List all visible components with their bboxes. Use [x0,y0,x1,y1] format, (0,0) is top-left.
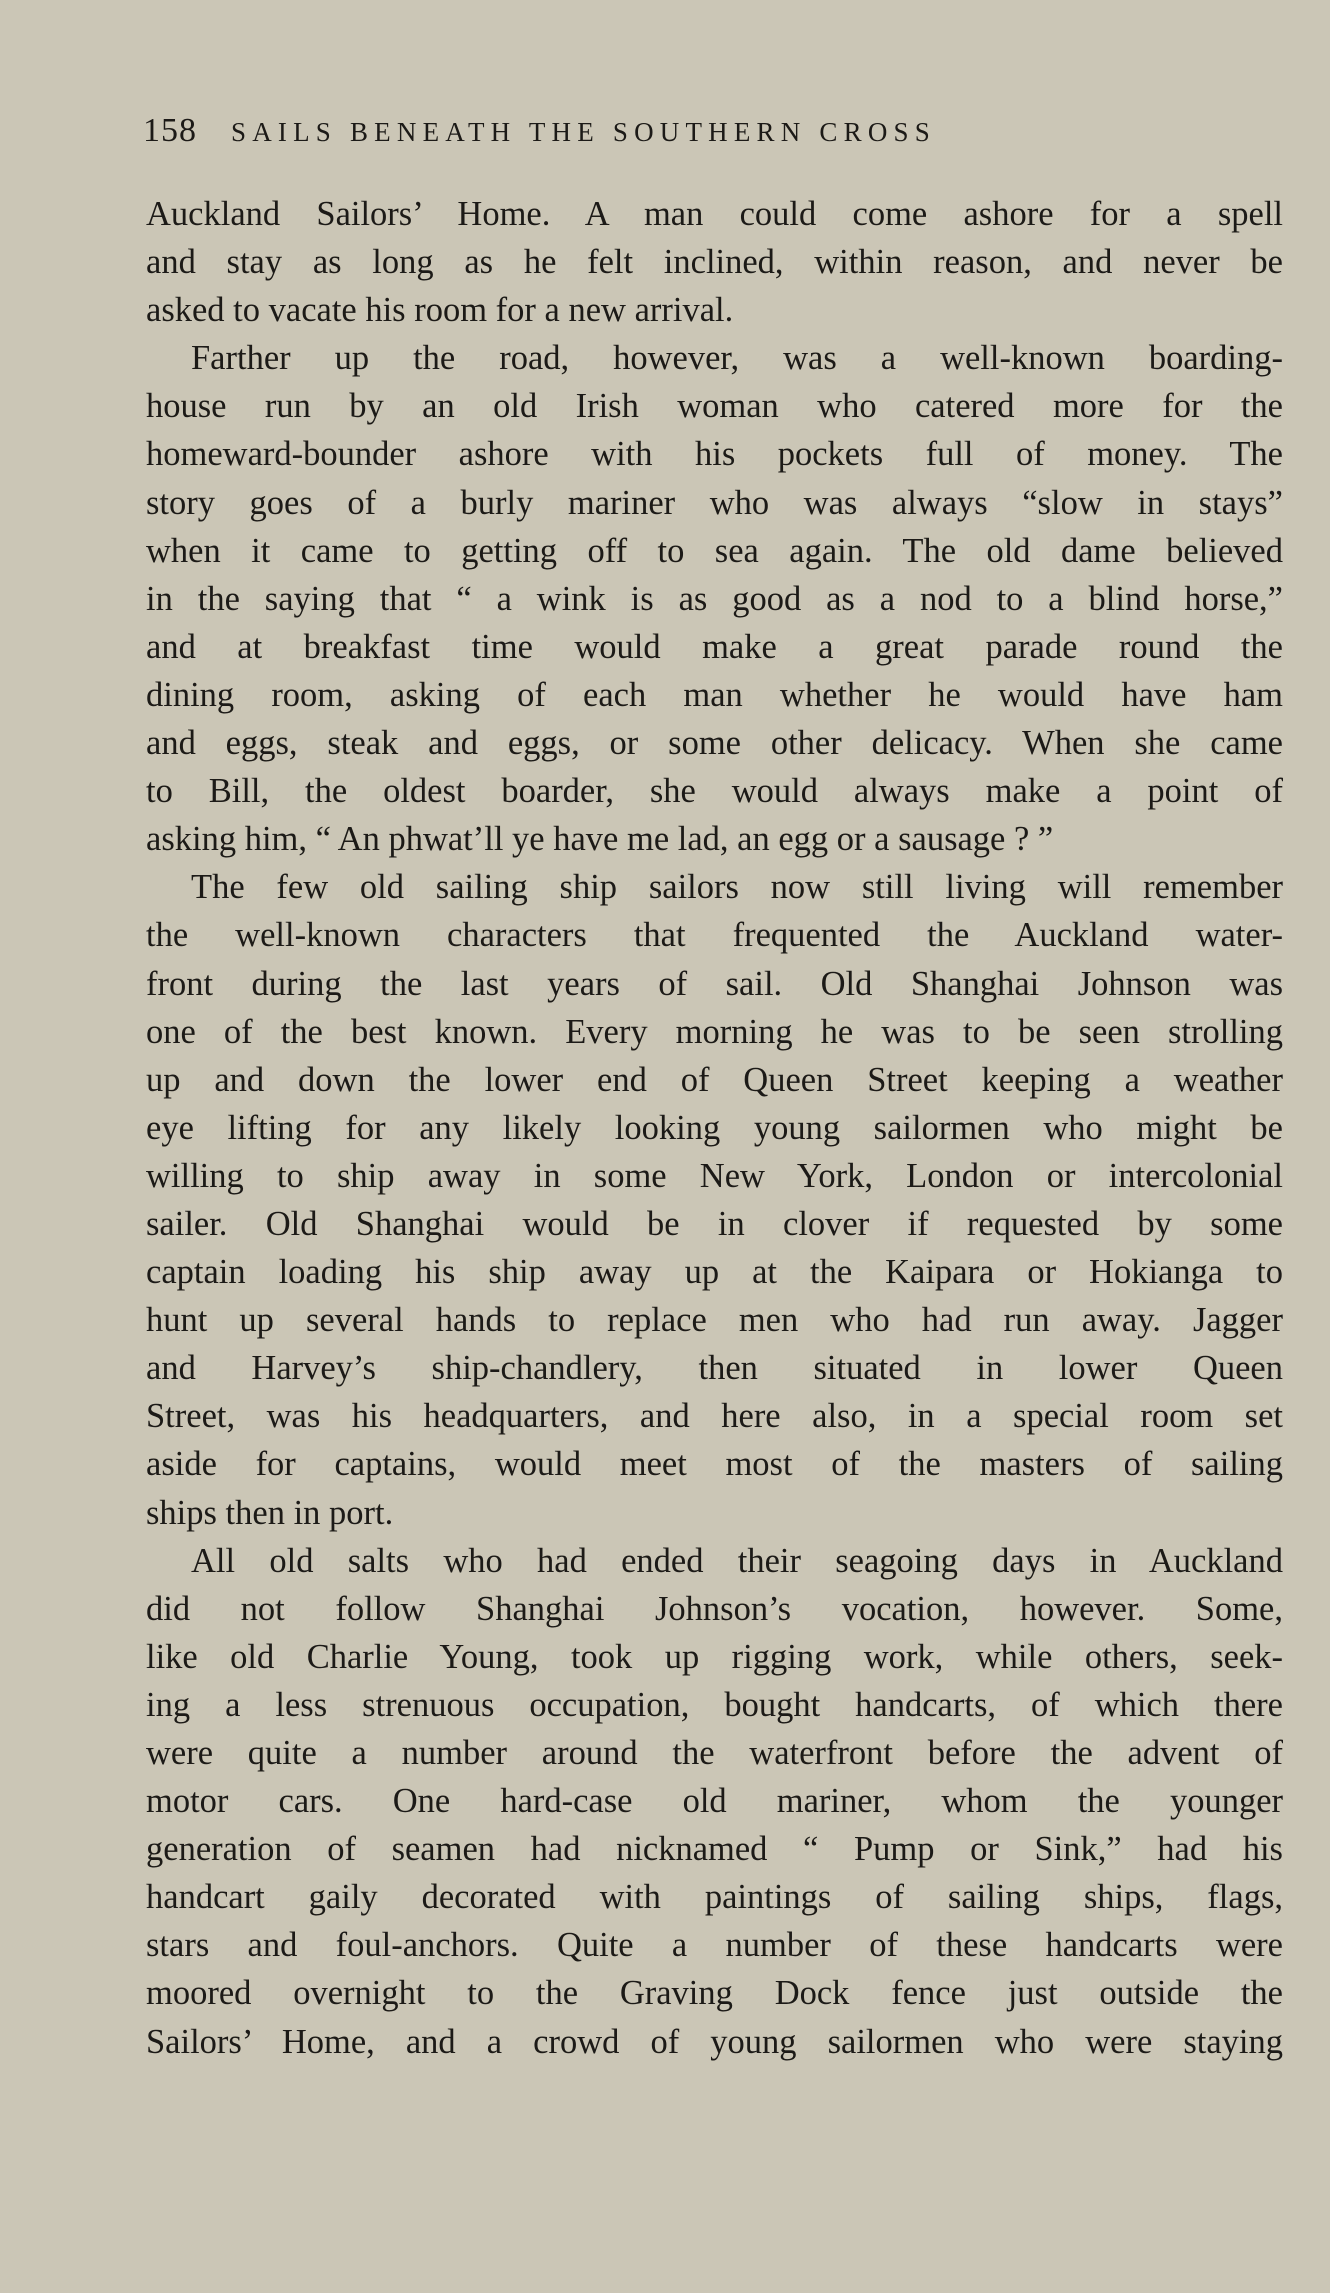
text-line: and at breakfast time would make a great parade round the [146,627,1283,666]
text-line: were quite a number around the waterfront before the advent of [146,1734,1283,1772]
paragraph [146,334,1283,863]
running-title: SAILS BENEATH THE SOUTHERN CROSS [231,117,936,147]
text-line: story goes of a burly mariner who was always “slow in stays” [146,483,1283,522]
text-line: asking him, “ An phwat’ll ye have me lad, an egg or a sausage ? ” [146,820,1054,859]
text-line: eye lifting for any likely looking young sailormen who might be [146,1108,1283,1147]
text-line: front during the last years of sail. Old Shanghai Johnson was [146,964,1283,1003]
text-line: hunt up several hands to replace men who had run away. Jagger [146,1301,1283,1340]
text-line: aside for captains, would meet most of the masters of sailing [146,1445,1283,1484]
page-number: 158 [143,112,197,149]
text-line: in the saying that “ a wink is as good as a nod to a blind horse,” [146,579,1283,618]
paragraph [146,863,1283,1536]
text-line: motor cars. One hard-case old mariner, whom the younger [146,1782,1283,1821]
text-line: Street, was his headquarters, and here also, in a special room set [146,1397,1283,1436]
text-line: The few old sailing ship sailors now still living will remember [191,868,1283,907]
text-line: sailer. Old Shanghai would be in clover if requested by some [146,1204,1283,1243]
text-line: up and down the lower end of Queen Street keeping a weather [146,1060,1283,1099]
text-line: and eggs, steak and eggs, or some other delicacy. When she came [146,724,1283,763]
text-line: captain loading his ship away up at the Kaipara or Hokianga to [146,1253,1283,1292]
text-line: handcart gaily decorated with paintings of sailing ships, flags, [146,1878,1283,1917]
text-line: stars and foul-anchors. Quite a number of these handcarts were [146,1926,1283,1965]
running-head [143,112,1223,162]
text-line: house run by an old Irish woman who catered more for the [146,387,1283,426]
text-line: and stay as long as he felt inclined, within reason, and never be [146,243,1283,282]
text-line: ships then in port. [146,1493,394,1532]
text-line: one of the best known. Every morning he was to be seen strolling [146,1012,1283,1051]
paragraph [146,190,1283,334]
text-line: homeward-bounder ashore with his pockets full of money. The [146,435,1283,474]
text-line: did not follow Shanghai Johnson’s vocation, however. Some, [146,1589,1283,1628]
text-line: the well-known characters that frequented the Auckland water- [146,916,1283,955]
text-line: moored overnight to the Graving Dock fence just outside the [146,1974,1283,2013]
text-line: asked to vacate his room for a new arrival. [146,291,734,330]
text-line: like old Charlie Young, took up rigging work, while others, seek- [146,1637,1283,1676]
body-text [146,190,1283,2066]
paragraph [146,1537,1283,2066]
text-line: generation of seamen had nicknamed “ Pump or Sink,” had his [146,1830,1283,1869]
text-line: when it came to getting off to sea again. The old dame believed [146,531,1283,570]
text-line: Farther up the road, however, was a well-known boarding- [191,339,1283,378]
text-line: Sailors’ Home, and a crowd of young sailormen who were staying [146,2022,1283,2061]
text-line: and Harvey’s ship-chandlery, then situated in lower Queen [146,1349,1283,1388]
text-line: All old salts who had ended their seagoing days in Auckland [191,1541,1283,1580]
text-line: dining room, asking of each man whether he would have ham [146,675,1283,714]
text-line: ing a less strenuous occupation, bought handcarts, of which there [146,1685,1283,1724]
text-line: to Bill, the oldest boarder, she would always make a point of [146,772,1283,811]
text-line: Auckland Sailors’ Home. A man could come ashore for a spell [146,195,1283,233]
text-line: willing to ship away in some New York, London or intercolonial [146,1156,1283,1195]
